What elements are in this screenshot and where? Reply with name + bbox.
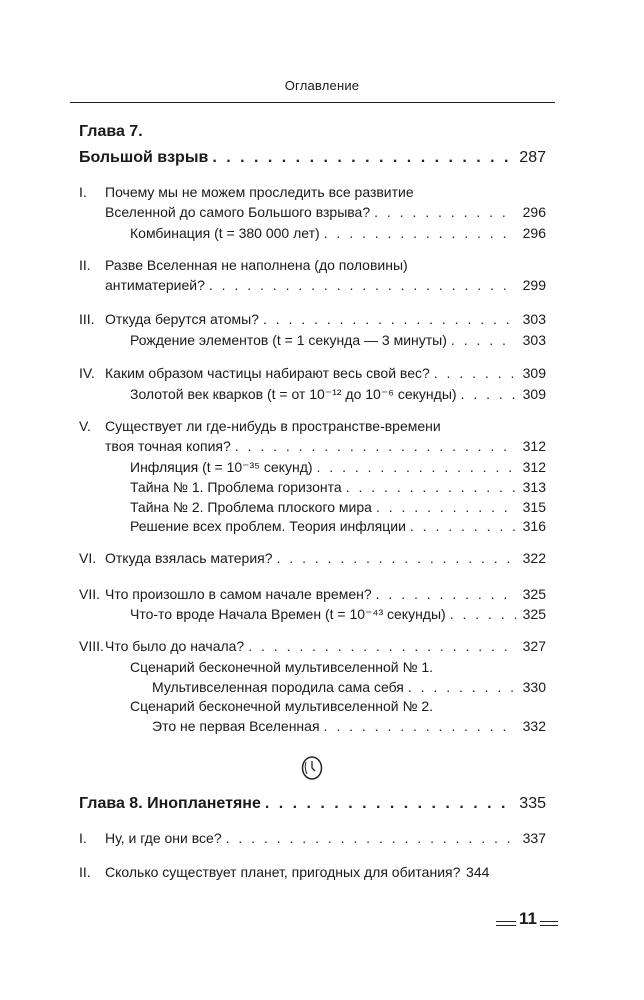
clock-icon	[300, 755, 324, 781]
entry-text: Сценарий бесконечной мультивселенной № 1.	[130, 659, 434, 675]
dot-leader	[212, 147, 515, 169]
entry-text: Ну, и где они все?	[105, 830, 222, 846]
chapter-8-entry[interactable]	[0, 793, 644, 815]
page-number: 325	[522, 606, 546, 622]
entry-text: Инфляция (t = 10⁻³⁵ секунд)	[130, 459, 313, 475]
entry-text: Что произошло в самом начале времен?	[105, 586, 372, 602]
section-number: I.	[79, 184, 87, 200]
page-number: 315	[522, 499, 546, 515]
dot-leader	[410, 515, 516, 537]
entry-text: Мультивселенная породила сама себя	[152, 679, 404, 695]
entry-text: Почему мы не можем проследить все развитие	[105, 184, 414, 200]
chapter-title: Глава 8. Инопланетяне	[79, 795, 261, 812]
section-number: IV.	[79, 365, 95, 381]
chapter-7-entry[interactable]	[0, 147, 644, 169]
page-number: 303	[522, 332, 546, 348]
entry-text: Сколько существует планет, пригодных для обитания?	[105, 864, 461, 880]
toc-subentry[interactable]	[0, 656, 644, 678]
dot-leader	[235, 435, 516, 457]
page-folio	[496, 908, 558, 930]
toc-entry[interactable]	[0, 415, 644, 437]
entry-text: Сценарий бесконечной мультивселенной № 2.	[130, 698, 434, 714]
toc-entry[interactable]	[0, 201, 644, 223]
dot-leader	[248, 635, 516, 657]
section-number: II.	[79, 864, 91, 880]
toc-subentry[interactable]	[0, 715, 644, 737]
toc-subentry[interactable]	[0, 603, 644, 625]
toc-subentry[interactable]	[0, 383, 644, 405]
toc-entry[interactable]	[0, 274, 644, 296]
entry-text: Это не первая Вселенная	[152, 718, 320, 734]
toc-subentry[interactable]	[0, 476, 644, 498]
page-number: 322	[522, 550, 546, 566]
toc-subentry[interactable]	[0, 515, 644, 537]
chapter-title: Большой взрыв	[79, 149, 209, 166]
toc-entry[interactable]	[0, 827, 644, 849]
entry-text: Откуда взялась материя?	[105, 550, 273, 566]
toc-entry[interactable]	[0, 435, 644, 457]
section-number: V.	[79, 418, 91, 434]
dot-leader	[451, 329, 516, 351]
running-header: Оглавление	[284, 78, 360, 93]
toc-subentry[interactable]	[0, 695, 644, 717]
toc-entry[interactable]	[0, 583, 644, 605]
dot-leader	[263, 308, 516, 330]
entry-text: Комбинация (t = 380 000 лет)	[130, 225, 320, 241]
page-number: 296	[522, 204, 546, 220]
chapter-title: Глава 7.	[79, 123, 143, 140]
entry-text: Вселенной до самого Большого взрыва?	[105, 204, 371, 220]
section-number: VIII.	[79, 638, 104, 654]
entry-text: Что было до начала?	[105, 638, 245, 654]
entry-text: Рождение элементов (t = 1 секунда — 3 минуты)	[130, 332, 447, 348]
page-number: 313	[522, 479, 546, 495]
entry-text: Золотой век кварков (t = от 10⁻¹² до 10⁻⁶ секунды)	[130, 386, 457, 402]
toc-entry[interactable]	[0, 547, 644, 569]
page-number: 337	[522, 830, 546, 846]
page-number: 309	[522, 386, 546, 402]
page-number: 325	[522, 586, 546, 602]
toc-entry[interactable]	[0, 254, 644, 276]
toc-subentry[interactable]	[0, 222, 644, 244]
entry-text: Тайна № 2. Проблема плоского мира	[130, 499, 372, 515]
dot-leader	[434, 362, 516, 384]
toc-entry[interactable]	[0, 635, 644, 657]
dot-leader	[461, 383, 516, 405]
toc-entry[interactable]	[0, 308, 644, 330]
page-number: 11	[516, 908, 540, 930]
toc-entry[interactable]	[0, 181, 644, 203]
toc-entry[interactable]	[0, 362, 644, 384]
section-number: III.	[79, 311, 95, 327]
entry-text: Откуда берутся атомы?	[105, 311, 259, 327]
page-number: 344	[466, 864, 490, 880]
dot-leader	[374, 201, 516, 223]
chapter-7-title-line1	[0, 121, 644, 143]
page-number: 335	[519, 795, 546, 812]
dot-leader	[324, 222, 516, 244]
dot-leader	[265, 793, 515, 815]
page-number: 332	[522, 718, 546, 734]
entry-text: Разве Вселенная не наполнена (до половины)	[105, 257, 408, 273]
page-number: 312	[522, 438, 546, 454]
dot-leader	[209, 274, 516, 296]
dot-leader	[346, 476, 516, 498]
toc-entry[interactable]	[0, 861, 644, 883]
section-number: II.	[79, 257, 91, 273]
dot-leader	[450, 603, 516, 625]
page-number: 327	[522, 638, 546, 654]
page-number: 316	[522, 518, 546, 534]
entry-text: Что-то вроде Начала Времен (t = 10⁻⁴³ секунды)	[130, 606, 446, 622]
entry-text: Каким образом частицы набирают весь свой вес?	[105, 365, 430, 381]
section-number: VI.	[79, 550, 97, 566]
entry-text: антиматерией?	[105, 277, 205, 293]
dot-leader	[317, 456, 516, 478]
dot-leader	[376, 583, 516, 605]
dot-leader	[324, 715, 516, 737]
section-number: I.	[79, 830, 87, 846]
toc-subentry[interactable]	[0, 329, 644, 351]
entry-text: Решение всех проблем. Теория инфляции	[130, 518, 406, 534]
dot-leader	[226, 827, 516, 849]
page-number: 303	[522, 311, 546, 327]
entry-text: твоя точная копия?	[105, 438, 231, 454]
dot-leader	[277, 547, 516, 569]
page-number: 312	[522, 459, 546, 475]
entry-text: Существует ли где-нибудь в пространстве-времени	[105, 418, 441, 434]
entry-text: Тайна № 1. Проблема горизонта	[130, 479, 342, 495]
toc-subentry[interactable]	[0, 456, 644, 478]
page-number: 296	[522, 225, 546, 241]
page-number: 330	[522, 679, 546, 695]
section-number: VII.	[79, 586, 101, 602]
page-number: 309	[522, 365, 546, 381]
page-number: 287	[519, 149, 546, 166]
page-number: 299	[522, 277, 546, 293]
